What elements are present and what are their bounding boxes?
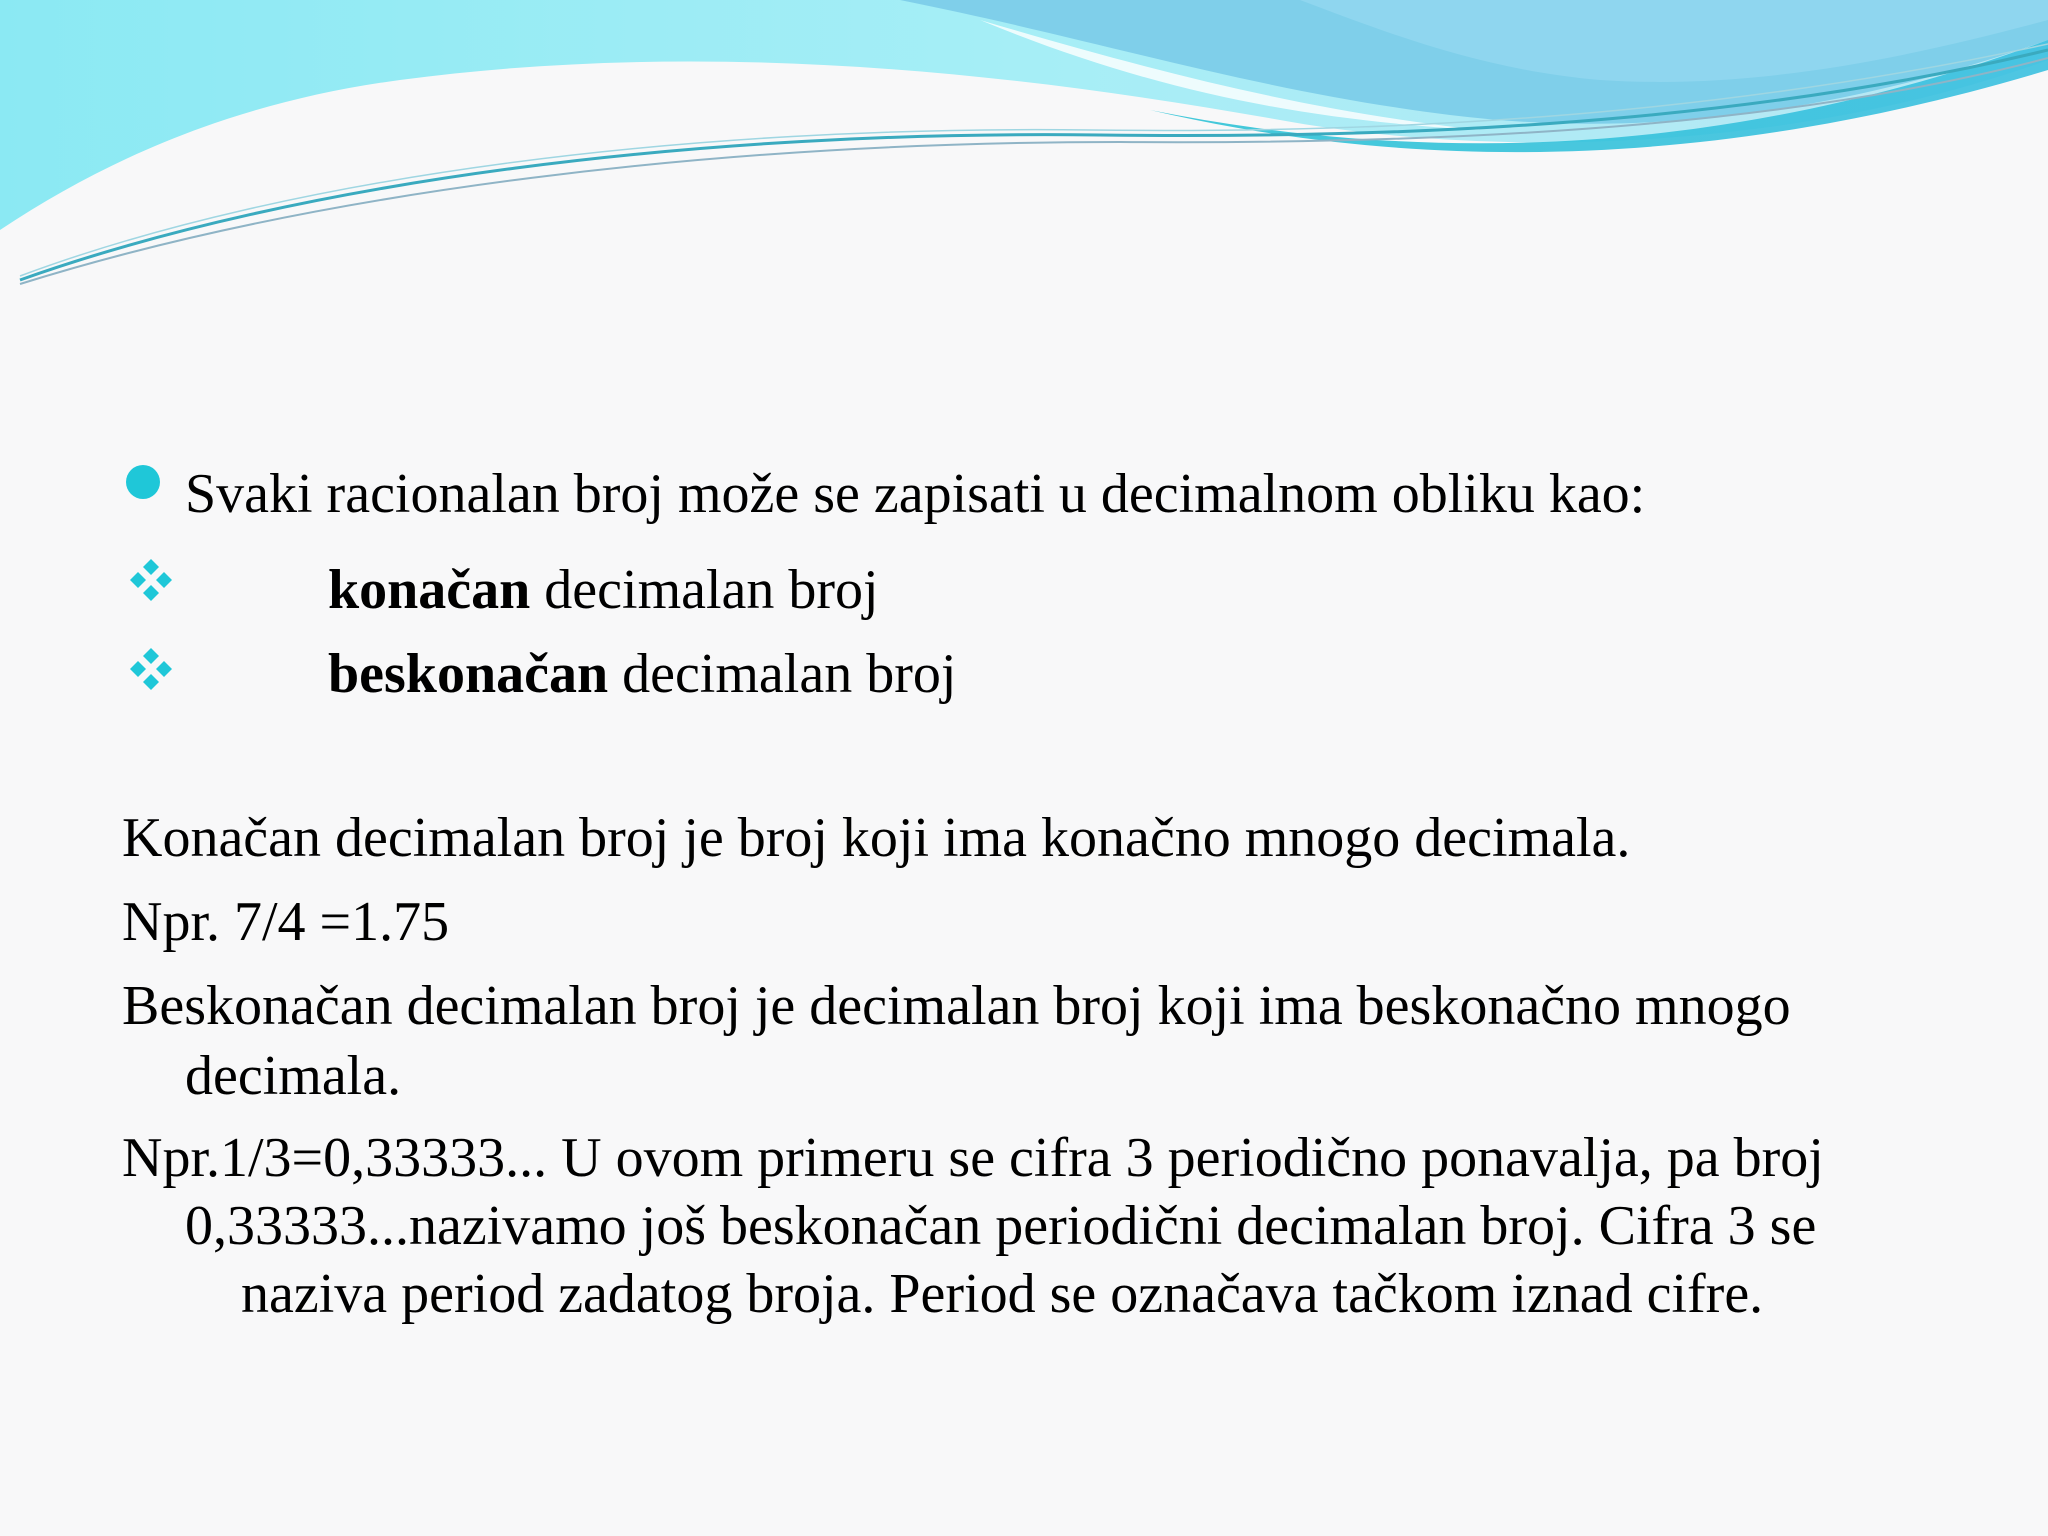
sub-bullet-rest: decimalan broj <box>608 643 957 705</box>
four-diamond-bullet-icon <box>128 557 174 603</box>
paragraph-example-infinite-line1: Npr.1/3=0,33333... U ovom primeru se cifra 3 periodično ponavalja, pa broj <box>122 1127 1824 1189</box>
main-bullet-text: Svaki racionalan broj može se zapisati u decimalnom obliku kao: <box>185 463 1646 525</box>
sub-bullet-bold: konačan <box>328 559 531 621</box>
sub-bullet-beskonacan <box>328 640 956 708</box>
paragraph-definition-infinite-line2: decimala. <box>185 1045 402 1107</box>
paragraph-definition-infinite-line1: Beskonačan decimalan broj je decimalan broj koji ima beskonačno mnogo <box>122 975 1791 1037</box>
sub-bullet-rest: decimalan broj <box>530 559 879 621</box>
sub-bullet-bold: beskonačan <box>328 643 609 705</box>
paragraph-definition-finite: Konačan decimalan broj je broj koji ima konačno mnogo decimala. <box>122 807 1631 869</box>
sub-bullet-konacan <box>328 556 879 624</box>
paragraph-example-infinite-line2: 0,33333...nazivamo još beskonačan periodični decimalan broj. Cifra 3 se <box>185 1195 1817 1257</box>
four-diamond-bullet-icon <box>128 646 174 692</box>
paragraph-example-infinite-line3: naziva period zadatog broja. Period se označava tačkom iznad cifre. <box>241 1263 1764 1325</box>
circle-bullet-icon <box>126 465 160 499</box>
paragraph-example-finite: Npr. 7/4 =1.75 <box>122 891 450 953</box>
